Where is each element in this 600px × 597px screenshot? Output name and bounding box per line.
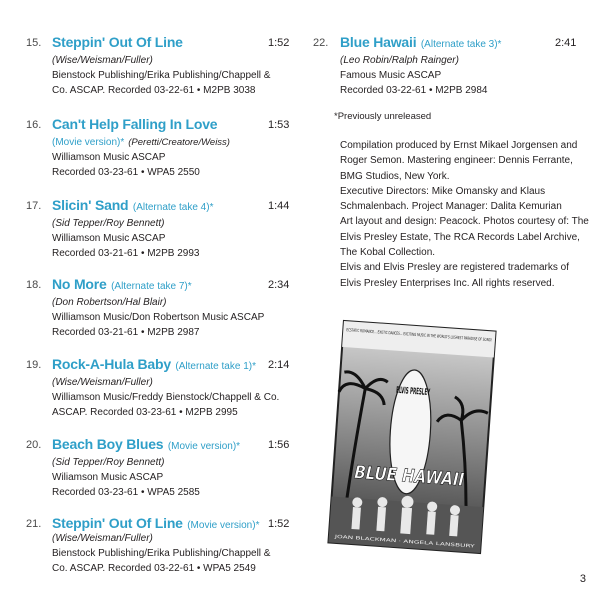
track-title: Beach Boy Blues — [52, 436, 164, 452]
track-publisher: Bienstock Publishing/Erika Publishing/Chappell & — [52, 70, 271, 81]
track-title: Steppin' Out Of Line — [52, 515, 183, 531]
track-duration: 2:41 — [555, 37, 577, 49]
track-number: 15. — [26, 37, 42, 49]
track-publisher: Bienstock Publishing/Erika Publishing/Chappell & — [52, 548, 271, 559]
track-publisher: Famous Music ASCAP — [340, 70, 442, 81]
track-recording: Recorded 03-23-61 • WPA5 2585 — [52, 487, 200, 498]
track-recording: Co. ASCAP. Recorded 03-22-61 • WPA5 2549 — [52, 563, 256, 574]
credits-executives: Executive Directors: Mike Omansky and Klaus Schmalenbach. Project Manager: Dalita Kemurian — [340, 185, 562, 213]
track-title: Can't Help Falling In Love — [52, 116, 218, 132]
track-publisher: Williamson Music/Don Robertson Music ASCAP — [52, 312, 265, 323]
track-note: (Movie version)* — [187, 520, 260, 531]
track-recording: Recorded 03-22-61 • M2PB 2984 — [340, 85, 488, 96]
credits-production: Compilation produced by Ernst Mikael Jorgensen and Roger Semon. Mastering engineer: Dennis Ferrante, BMG Studios, New York. — [340, 140, 578, 182]
track-recording: Recorded 03-21-61 • M2PB 2987 — [52, 327, 200, 338]
track-number: 19. — [26, 359, 42, 371]
track-title: No More — [52, 276, 107, 292]
track-writers: (Don Robertson/Hal Blair) — [52, 297, 167, 308]
track-writers: (Wise/Weisman/Fuller) — [52, 377, 153, 388]
track-publisher: Williamson Music ASCAP — [52, 233, 166, 244]
track-writers: (Leo Robin/Ralph Rainger) — [340, 55, 459, 66]
track-publisher: Williamson Music/Freddy Bienstock/Chappell & Co. — [52, 392, 280, 403]
track-duration: 1:53 — [268, 119, 290, 131]
track-title: Slicin' Sand — [52, 197, 129, 213]
credits-trademarks: Elvis and Elvis Presley are registered trademarks of Elvis Presley Enterprises Inc. All rights reserved. — [340, 262, 569, 289]
track-duration: 1:44 — [268, 200, 290, 212]
track-duration: 1:52 — [268, 518, 290, 530]
track-number: 22. — [313, 37, 329, 49]
track-writers: (Peretti/Creatore/Weiss) — [128, 137, 230, 148]
blue-hawaii-poster-image — [332, 322, 569, 552]
track-recording: Recorded 03-21-61 • M2PB 2993 — [52, 248, 200, 259]
track-note: (Alternate take 7)* — [111, 281, 192, 292]
poster-cast: JOAN BLACKMAN · ANGELA LANSBURY — [334, 534, 421, 546]
track-number: 17. — [26, 200, 42, 212]
track-title: Rock-A-Hula Baby — [52, 356, 171, 372]
track-duration: 2:14 — [268, 359, 290, 371]
footnote-previously-unreleased: *Previously unreleased — [334, 111, 432, 122]
credits-art-photos: Art layout and design: Peacock. Photos courtesy of: The Elvis Presley Estate, The RCA Records Label Archive, The Kobal Collection. — [340, 216, 589, 259]
track-title: Steppin' Out Of Line — [52, 34, 183, 50]
page-number: 3 — [579, 573, 586, 585]
track-note: (Movie version)* — [52, 137, 125, 148]
track-note: (Movie version)* — [167, 441, 241, 452]
track-recording: Recorded 03-23-61 • WPA5 2550 — [52, 167, 200, 178]
track-writers: (Wise/Weisman/Fuller) — [52, 533, 153, 544]
track-number: 20. — [26, 439, 42, 451]
track-number: 16. — [26, 119, 42, 131]
track-number: 18. — [26, 279, 42, 291]
track-duration: 1:52 — [268, 37, 290, 49]
track-publisher: Williamson Music ASCAP — [52, 152, 166, 163]
track-publisher: Wiliamson Music ASCAP — [52, 472, 164, 483]
track-duration: 2:34 — [268, 279, 290, 291]
track-writers: (Sid Tepper/Roy Bennett) — [52, 218, 165, 229]
poster-title: BLUE HAWAII — [353, 462, 487, 493]
track-writers: (Sid Tepper/Roy Bennett) — [52, 457, 165, 468]
track-writers: (Wise/Weisman/Fuller) — [52, 55, 153, 66]
track-recording: ASCAP. Recorded 03-23-61 • M2PB 2995 — [52, 407, 238, 418]
track-note: (Alternate take 3)* — [420, 39, 502, 50]
credits-block — [340, 138, 590, 291]
track-title: Blue Hawaii — [340, 34, 417, 50]
track-recording: Co. ASCAP. Recorded 03-22-61 • M2PB 3038 — [52, 85, 256, 96]
track-note: (Alternate take 1)* — [175, 361, 256, 372]
poster-tagline: ECSTATIC ROMANCE... EXOTIC DANCES... EXCITING MUSIC IN THE WORLD'S LUSHEST PARADISE OF SONG! — [346, 327, 569, 348]
track-number: 21. — [26, 518, 42, 530]
track-duration: 1:56 — [268, 439, 290, 451]
track-note: (Alternate take 4)* — [132, 202, 214, 213]
